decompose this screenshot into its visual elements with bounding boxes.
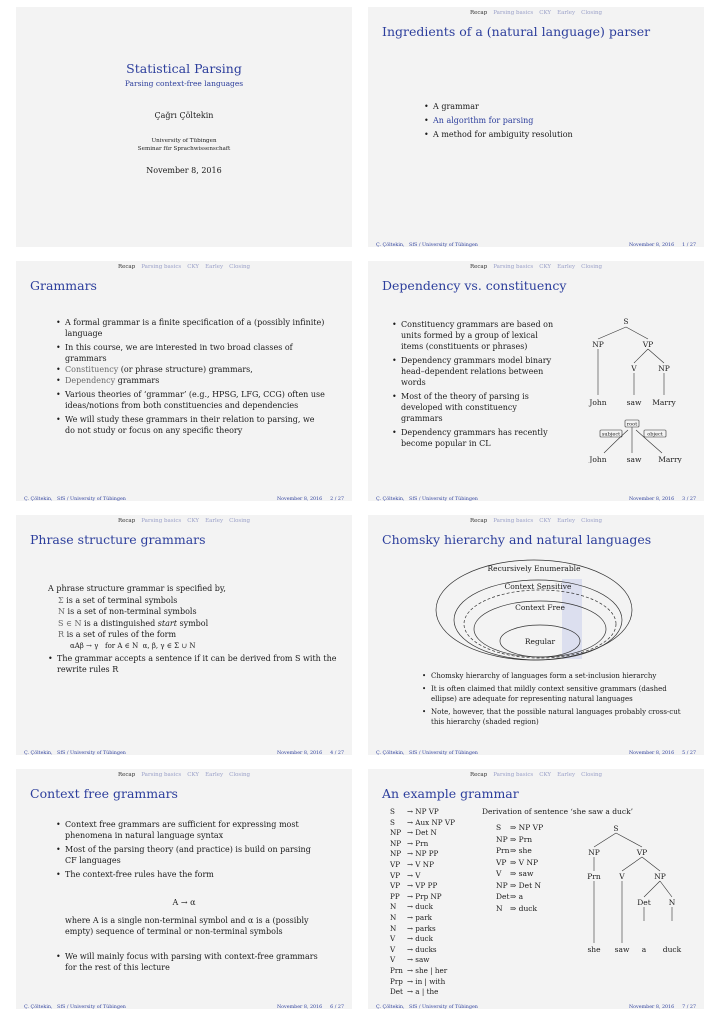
footer-date: November 8, 2016 [276, 751, 323, 755]
nav-item[interactable]: Earley [557, 518, 576, 524]
rule-lhs: VP [496, 857, 507, 867]
rule-row [390, 902, 455, 913]
nav-item[interactable]: Earley [557, 772, 576, 778]
def-symbol: Σ [58, 595, 64, 605]
nav-item[interactable]: Parsing basics [141, 772, 182, 778]
rule-rhs: ⇒ she [510, 846, 532, 855]
def-symbol: N [58, 607, 65, 616]
slide-nav [368, 264, 704, 270]
rule-lhs: NP [390, 849, 402, 859]
footer-dept: SfS / University of Tübingen [57, 497, 126, 501]
def-text: is a set of terminal symbols [66, 595, 178, 605]
page-number: 5 / 27 [682, 751, 696, 755]
rule-row [390, 849, 455, 860]
list-item: • Chomsky hierarchy of languages form a set-inclusion hierarchy [422, 671, 694, 681]
footer-author: Ç. Çöltekin, [376, 751, 405, 755]
slide-title: Chomsky hierarchy and natural languages [382, 532, 652, 547]
rule-rhs: → in | with [407, 976, 446, 986]
tree-leaf: she [587, 945, 601, 954]
rule-row [496, 845, 543, 857]
rule-lhs: V [496, 869, 502, 878]
rule-lhs: V [390, 934, 396, 944]
nav-item[interactable]: Earley [557, 10, 576, 16]
nav-item[interactable]: CKY [539, 518, 552, 524]
tree-node: NP [658, 364, 670, 373]
rule-row [390, 913, 455, 924]
tree-leaf: Marry [652, 398, 676, 407]
footer-author: Ç. Çöltekin, [376, 497, 405, 501]
derivation-title: Derivation of sentence ‘she saw a duck’ [482, 807, 634, 816]
slide-title: An example grammar [382, 786, 519, 801]
rule-lhs: S [390, 807, 395, 816]
rule-rhs: ⇒ saw [510, 869, 534, 878]
list-item: • The grammar accepts a sentence if it can be derived from S with the rewrite rules R [48, 653, 338, 675]
footer-dept: SfS / University of Tübingen [409, 243, 478, 247]
rule-lhs: N [496, 903, 503, 913]
rule-row [496, 880, 543, 892]
dep-label-root: root [626, 421, 638, 428]
definition-item [48, 629, 338, 641]
nav-item[interactable]: Recap [117, 772, 136, 778]
rule-rhs: → duck [407, 902, 433, 912]
rule-row [390, 818, 455, 829]
rule-rhs: → VP PP [407, 881, 438, 891]
rule-rhs: → Det N [407, 828, 437, 838]
rule-lhs: Det [496, 892, 510, 901]
rule-rhs: ⇒ Prn [510, 834, 533, 844]
page-number: 3 / 27 [682, 497, 696, 501]
rule-row [390, 977, 455, 988]
nav-item[interactable]: Recap [117, 518, 136, 524]
nav-item[interactable]: Parsing basics [141, 264, 182, 270]
slide-dependency-vs-constituency [368, 261, 704, 501]
rule-lhs: S [390, 817, 395, 827]
nav-item[interactable]: CKY [187, 264, 200, 270]
rule-rhs: ⇒ duck [510, 903, 538, 913]
lecture-title: Statistical Parsing [126, 61, 242, 76]
rule-lhs: Det [390, 987, 403, 997]
list-item: • Dependency grammars model binary head–dependent relations between words [392, 355, 560, 388]
dep-word: saw [626, 455, 642, 463]
page-number: 6 / 27 [330, 1005, 344, 1009]
natural-language-shaded-region [562, 579, 582, 659]
slide-chomsky-hierarchy [368, 515, 704, 755]
slide-nav [16, 518, 352, 524]
rule-lhs: NP [496, 880, 508, 890]
slide-title [16, 7, 352, 247]
rule-row [496, 891, 543, 903]
nav-item[interactable]: Closing [581, 10, 603, 16]
page-number: 2 / 27 [330, 497, 344, 501]
dep-word: John [589, 455, 607, 463]
footer-date: November 8, 2016 [628, 751, 675, 755]
slide-title: Phrase structure grammars [30, 532, 206, 547]
rule-rhs: → Prp NP [407, 891, 442, 901]
rule-lhs: V [390, 955, 396, 965]
slide-nav [368, 518, 704, 524]
rule-row [390, 881, 455, 892]
page-number: 1 / 27 [682, 243, 696, 247]
rule-row [390, 860, 455, 871]
rule-row [390, 966, 455, 977]
slide-phrase-structure-grammars [16, 515, 352, 755]
bullet-list [422, 671, 694, 730]
derivation-steps [496, 822, 543, 914]
rule-lhs: N [390, 912, 397, 922]
rule-rhs: → parks [407, 923, 436, 933]
def-text: is a set of non-terminal symbols [67, 607, 197, 616]
nav-item[interactable]: Earley [205, 264, 224, 270]
tree-node: VP [642, 340, 654, 349]
footer-date: November 8, 2016 [628, 243, 675, 247]
slide-example-grammar [368, 769, 704, 1009]
rule-form: αAβ → γ for A ∈ N α, β, γ ∈ Σ ∪ N [70, 641, 196, 650]
definition-item [48, 606, 338, 618]
rule-rhs: → a | the [407, 987, 439, 997]
rule-lhs: Prp [390, 976, 403, 986]
tree-leaf: John [589, 398, 607, 407]
list-item: • A formal grammar is a finite specification of a (possibly infinite) language [56, 317, 326, 339]
slide-title: Ingredients of a (natural language) parser [382, 24, 651, 39]
rule-rhs: → V NP [407, 859, 434, 869]
slide-nav [368, 772, 704, 778]
constituency-term: Constituency [65, 365, 119, 374]
nav-item[interactable]: Parsing basics [141, 518, 182, 524]
list-subitem [56, 364, 326, 375]
rule-row [390, 892, 455, 903]
nav-item[interactable]: Parsing basics [493, 264, 534, 270]
def-symbol: S ∈ N [58, 618, 82, 628]
tree-node: NP [592, 340, 604, 349]
bullet-list [56, 819, 318, 883]
rule-row [390, 987, 455, 998]
page-number: 7 / 27 [682, 1005, 696, 1009]
cfg-rule-explanation: where A is a single non-terminal symbol and α is a (possibly empty) sequence of terminal or non-terminal symbols [65, 916, 309, 936]
nav-item[interactable]: Closing [581, 518, 603, 524]
tree-leaf: a [641, 945, 647, 954]
nav-item[interactable]: Earley [557, 264, 576, 270]
footer-author: Ç. Çöltekin, [24, 497, 53, 501]
footer-author: Ç. Çöltekin, [376, 1005, 405, 1009]
rule-lhs: V [390, 944, 396, 954]
institution [16, 137, 352, 153]
def-text: symbol [179, 618, 209, 628]
definition-item [48, 618, 338, 630]
tree-node: Det [637, 898, 651, 907]
tree-node: Prn [587, 872, 601, 881]
level-label: Regular [524, 637, 556, 646]
level-label: Context Sensitive [504, 582, 572, 591]
level-label: Context Free [515, 603, 565, 612]
rule-rhs: → V [407, 870, 421, 880]
grammar-definition [48, 583, 338, 678]
definition-item [48, 595, 338, 607]
nav-item[interactable]: Earley [205, 518, 224, 524]
slide-ingredients [368, 7, 704, 247]
list-item: • Constituency grammars are based on units formed by a group of lexical items (constituents or phrases) [392, 319, 560, 352]
nav-item[interactable]: Recap [469, 10, 488, 16]
rule-row [496, 834, 543, 846]
footer-dept: SfS / University of Tübingen [57, 1005, 126, 1009]
rule-lhs: NP [390, 828, 402, 838]
footer-date: November 8, 2016 [276, 1005, 323, 1009]
author-name: Çağrı Çöltekin [154, 111, 214, 120]
bullet-list [392, 319, 560, 452]
rule-rhs: → she | her [407, 965, 448, 975]
dep-label-subject: subject [601, 431, 621, 438]
def-text: is a set of rules of the form [66, 630, 177, 639]
tree-leaf: saw [614, 945, 630, 954]
constituency-and-dependency-trees [578, 313, 698, 463]
rule-row [390, 934, 455, 945]
rule-lhs: VP [390, 870, 401, 880]
slide-nav [16, 772, 352, 778]
rule-lhs: N [390, 902, 397, 912]
rule-rhs: ⇒ NP VP [510, 823, 544, 832]
nav-item[interactable]: Recap [469, 518, 488, 524]
dependency-term: Dependency [65, 376, 116, 385]
rule-lhs: NP [390, 838, 402, 848]
ellipse-mildly-context-sensitive [464, 590, 616, 658]
nav-item[interactable]: CKY [539, 264, 552, 270]
nav-item[interactable]: Recap [469, 264, 488, 270]
nav-item[interactable]: Earley [205, 772, 224, 778]
nav-item[interactable]: Closing [581, 772, 603, 778]
chomsky-hierarchy-diagram [434, 557, 644, 663]
rule-row [390, 839, 455, 850]
rule-rhs: → duck [407, 934, 433, 944]
rule-row [390, 807, 455, 818]
tree-node: VP [636, 848, 648, 857]
slide-title: Context free grammars [30, 786, 178, 801]
nav-item[interactable]: Closing [229, 518, 251, 524]
rule-row [496, 857, 543, 869]
bullet-list [56, 951, 318, 976]
rule-rhs: → NP VP [407, 807, 439, 816]
rule-row [496, 822, 543, 834]
tree-node: V [619, 872, 625, 881]
tree-leaf: saw [626, 398, 642, 407]
definition-intro: A phrase structure grammar is specified by, [48, 584, 226, 593]
rule-lhs: VP [390, 881, 401, 891]
slide-title: Grammars [30, 278, 97, 293]
rule-lhs: NP [496, 834, 508, 844]
footer-date: November 8, 2016 [276, 497, 323, 501]
nav-item[interactable]: CKY [539, 10, 552, 16]
footer-author: Ç. Çöltekin, [24, 1005, 53, 1009]
list-item: • Most of the theory of parsing is developed with constituency grammars [392, 391, 560, 424]
def-emphasis: start [157, 618, 177, 628]
footer-dept: SfS / University of Tübingen [409, 497, 478, 501]
nav-item[interactable]: Parsing basics [493, 10, 534, 16]
institution-seminar: Seminar für Sprachwissenschaft [137, 146, 231, 152]
slide-context-free-grammars [16, 769, 352, 1009]
list-item: • Various theories of ‘grammar’ (e.g., HPSG, LFG, CCG) often use ideas/notions from both constituencies and dependencies [56, 389, 326, 411]
nav-item[interactable]: Closing [229, 264, 251, 270]
page-number: 4 / 27 [330, 751, 344, 755]
footer-author: Ç. Çöltekin, [376, 243, 405, 247]
list-item: • The context-free rules have the form [56, 869, 318, 880]
tree-node: V [631, 364, 637, 373]
nav-item[interactable]: Recap [469, 772, 488, 778]
slide-grammars [16, 261, 352, 501]
rule-rhs: → saw [407, 955, 430, 965]
rule-rhs: → NP PP [407, 849, 439, 859]
constituency-rest: (or phrase structure) grammars, [118, 365, 253, 374]
rule-lhs: VP [390, 859, 401, 869]
tree-leaf: duck [662, 945, 682, 954]
rule-row [390, 955, 455, 966]
tree-node: S [623, 317, 629, 326]
rule-row [390, 871, 455, 882]
rule-rhs: → Aux NP VP [407, 817, 455, 827]
bullet-list [424, 101, 573, 143]
list-item: • An algorithm for parsing [424, 115, 573, 126]
dep-word: Marry [658, 455, 682, 463]
list-item: • Dependency grammars has recently become popular in CL [392, 427, 560, 449]
institution-university: University of Tübingen [151, 138, 217, 144]
list-item: • Most of the parsing theory (and practice) is build on parsing CF languages [56, 844, 318, 866]
rule-lhs: Prn [390, 965, 403, 975]
level-label: Recursively Enumerable [487, 564, 581, 573]
nav-item[interactable]: CKY [187, 772, 200, 778]
ellipse-context-sensitive [454, 580, 622, 660]
rule-row [496, 903, 543, 915]
list-item: • It is often claimed that mildly context sensitive grammars (dashed ellipse) are adequate for representing natural languages [422, 684, 694, 704]
bullet-list [48, 653, 338, 675]
tree-node: NP [588, 848, 600, 857]
nav-item[interactable]: CKY [539, 772, 552, 778]
rule-row [390, 924, 455, 935]
grammar-rule-list [390, 807, 455, 998]
slide-nav [16, 264, 352, 270]
rule-row [390, 945, 455, 956]
list-item: • We will mainly focus with parsing with context-free grammars for the rest of this lecture [56, 951, 318, 973]
slide-title: Dependency vs. constituency [382, 278, 567, 293]
nav-item[interactable]: Closing [229, 772, 251, 778]
rule-rhs: → ducks [407, 944, 437, 954]
rule-row [496, 868, 543, 880]
rule-rhs: ⇒ a [510, 892, 524, 901]
rule-lhs: Prn [496, 846, 510, 855]
list-item: • A method for ambiguity resolution [424, 129, 573, 140]
rule-rhs: ⇒ Det N [510, 880, 542, 890]
tree-node: S [613, 824, 619, 833]
list-subitem [56, 375, 326, 386]
bullet-list [56, 317, 326, 439]
cfg-rule-formula: A → α [172, 898, 196, 907]
lecture-date: November 8, 2016 [146, 166, 222, 175]
parse-tree [578, 821, 700, 963]
dependency-rest: grammars [115, 376, 160, 385]
rule-rhs: ⇒ V NP [510, 857, 539, 867]
def-symbol: R [58, 630, 65, 639]
list-item: • Note, however, that the possible natural languages probably cross-cut this hierarchy (shaded region) [422, 707, 694, 727]
def-text: is a distinguished [84, 618, 156, 628]
nav-item[interactable]: Recap [117, 264, 136, 270]
tree-node: NP [654, 872, 666, 881]
rule-rhs: → Prn [407, 838, 429, 848]
list-item: • Context free grammars are sufficient for expressing most phenomena in natural language syntax [56, 819, 318, 841]
rule-lhs: PP [390, 891, 400, 901]
nav-item[interactable]: Parsing basics [493, 518, 534, 524]
footer-date: November 8, 2016 [628, 497, 675, 501]
nav-item[interactable]: Closing [581, 264, 603, 270]
footer-date: November 8, 2016 [628, 1005, 675, 1009]
nav-item[interactable]: CKY [187, 518, 200, 524]
rule-lhs: N [390, 923, 397, 933]
nav-item[interactable]: Parsing basics [493, 772, 534, 778]
rule-rhs: → park [407, 912, 432, 922]
tree-node: N [668, 898, 676, 907]
footer-dept: SfS / University of Tübingen [57, 751, 126, 755]
footer-author: Ç. Çöltekin, [24, 751, 53, 755]
rule-lhs: S [496, 823, 502, 832]
list-item: • In this course, we are interested in two broad classes of grammars [56, 342, 326, 364]
slide-nav [368, 10, 704, 16]
list-item: • We will study these grammars in their relation to parsing, we do not study or focus on any specific theory [56, 414, 326, 436]
footer-dept: SfS / University of Tübingen [409, 1005, 478, 1009]
dep-label-object: object [647, 431, 663, 438]
list-item: • A grammar [424, 101, 573, 112]
lecture-subtitle: Parsing context-free languages [124, 79, 244, 88]
rule-row [390, 828, 455, 839]
footer-dept: SfS / University of Tübingen [409, 751, 478, 755]
